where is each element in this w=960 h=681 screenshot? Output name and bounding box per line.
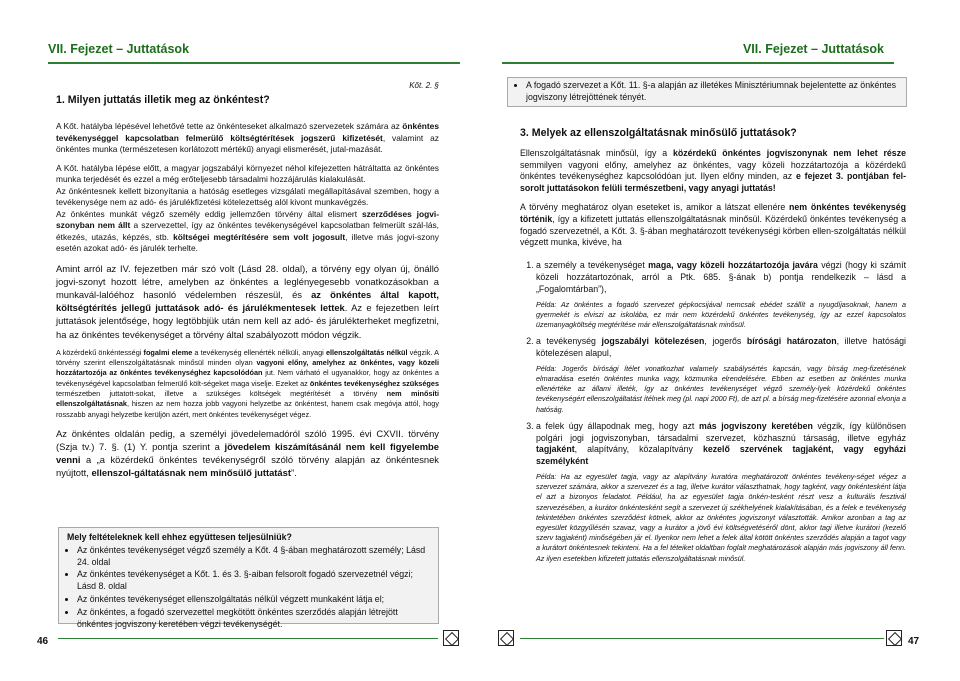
paragraph-burden: Az önkéntesnek kellett bizonyítania a hatóság esetleges vizsgálati megállapításával szemben, hogy a tevékenysége nem az adó- és járulékfizetési kötelezettség alól kivont munkavégzés. (56, 185, 439, 207)
conditions-title: Mely feltételeknek kell ehhez együttesen teljesülniük? (67, 532, 292, 542)
left-running-header: VII. Fejezet – Juttatások (48, 42, 190, 56)
exception-item: 1. a személy a tevékenységet maga, vagy közeli hozzátartozója javára végzi (hogy ki számít közeli hozzátartozónak, arról a Ptk. 685. §-ának b) pontja rendelkezik – lásd a „Fogalomtárban”), Példa: Az önkéntes a fogadó szervezet gépkocsijával nemcsak ebédet szállít a nyugdíjasoknak, hanem a gyermekét is elviszi az iskolába, ez már nem közérdekű önkéntes tevékenység, így az ezzel kapcsolatos üzemanyagköltség megtérítése már ellenszolgáltatásnak minősül. (536, 260, 906, 330)
paragraph-definition: Ellenszolgáltatásnak minősül, így a közérdekű önkéntes jogviszonynak nem lehet része semmilyen vagyoni előny, amelyhez az önkéntes, vagy közeli hozzátartozója a közérdekű önkéntes tevékenységhez kapcsolódóan jut. Ilyen előny minden, az e fejezet 3. pontjában fel-sorolt juttatásokon felüli természetbeni, vagy anyagi juttatás! (520, 147, 907, 194)
paragraph-consideration: A közérdekű önkéntességi fogalmi eleme a tevékenység ellenérték nélküli, anyagi ellenszolgáltatás nélkül végzik. A törvény szerint ellenszolgáltatásnak minősül minden olyan vagyoni előny, amelyhez az önkéntes, vagy közeli hozzátartozója az önkéntes tevékenységhez kapcsolódóan jut. Nem várható el ugyanakkor, hogy az önkéntes a tevékenységével kapcsolatban felmerülő költ-ségeket maga viselje. Ezeket az önkéntes tevékenységhez szükséges természetben juttatott-sokat, illetve a szükséges költségek megtérítését a törvény nem minősíti ellenszolgáltatásnak, hiszen az nem hozza jobb vagyoni helyzetbe az önkéntest, hanem csak megóvja attól, hogy rosszabb anyagi helyzetbe kerüljön azért, mert önkéntes tevékenységet végez. (56, 347, 439, 419)
condition-item: • A fogadó szervezet a Kőt. 11. §-a alapján az illetékes Minisztériumnak bejelentette az önkéntes jogviszony létrejöttének tényét. (526, 80, 898, 104)
reference-note: Kőt. 2. § (409, 81, 439, 90)
ornament-icon (498, 630, 514, 646)
ornament-icon (886, 630, 902, 646)
left-column (56, 80, 439, 487)
example-note: Példa: Az önkéntes a fogadó szervezet gépkocsijával nemcsak ebédet szállít a nyugdíjasoknak, hanem a gyermekét is elviszi az iskolába, ez már nem közérdekű önkéntes tevékenység, így az ezzel kapcsolatos üzemanyagköltség megtérítése már ellenszolgáltatásnak minősül. (536, 299, 906, 329)
question-1-heading: 1. Milyen juttatás illetik meg az önkéntest? (56, 93, 270, 106)
condition-item: • Az önkéntes tevékenységet végző személy a Kőt. 4 §-ában meghatározott személy; Lásd 24. oldal (77, 545, 430, 569)
left-header-rule (48, 62, 460, 64)
exception-item: 2. a tevékenység jogszabályi kötelezésen, jogerős bírósági határozaton, illetve hatósági kötelezésen alapul, Példa: Jogerős bírósági ítélet vonatkozhat valamely szabálysértés kapcsán, vagy bírság meg-fizetésének elmaradása esetén önkéntes munka vagy, közmunka elrendelésére. Ebben az esetben az önkéntes munka ellenértéke az állami illeték, így az önkéntes tevékenységet végző személy-lyek közérdekű önkéntes tevékenységért ellenszolgáltatást ítélnek meg (pl. napi 2000 Ft), de azt pl. a bírság meg-fizetésére azonnal elvonja a hatóság. (536, 336, 906, 415)
left-footer-rule (58, 638, 438, 639)
right-running-header: VII. Fejezet – Juttatások (742, 42, 884, 56)
top-condition-box (507, 77, 907, 107)
condition-item: • Az önkéntes tevékenységet ellenszolgáltatás nélkül végzett munkaként látja el; (77, 594, 430, 606)
paragraph-contract: Az önkéntes munkát végző személy eddig jellemzően törvény által elismert szerződéses jogvi-szonyban nem állt a szervezettel, így az önkéntes tevékenységével kapcsolatban felmerült szál-lás, étkezés, utazás, képzés, stb. költségei megtérítésére sem volt jogosult, illetve más jogvi-szony esetén azokat adó- és járulék terhelte. (56, 208, 439, 253)
right-footer-rule (520, 638, 884, 639)
conditions-box (58, 527, 439, 629)
example-note: Példa: Ha az egyesület tagja, vagy az alapítvány kuratóra meghatározott önkéntes tevékeny-séget végez a szervezet számára, akkor a szervezet és a tag, illetve kurátor választhatnak, hogy tagként, vagy önkéntesként látja el azt a bizonyos feladatot. Például, ha az egyesület tagja önkén-tesként részt vesz a kulturális fesztivál szervezésében, a kurátor önkéntesként segít a szervezet új székhelyének kialakításában, és a felek e tevékenység tekintetében önkéntes szerződést kötnek, akkor az önkéntes jogviszonyt választották. Amikor azonban a tag az egyesület közgyűlésén szavaz, vagy a kurátor a jövő évi költségvetéséről dönt, akkor tagi illetve kurátori (kezelő szerv tagjaként) minőségében jár el. Ilyenkor nem lehet a felek által kötött önkéntes szerződés alapján a tagot vagy a kurátort önkéntesnek tekinteni. Ha a fel téteiket oldaltban foglalt meghatározások alapján más jogviszony áll fenn. Az ilyen esetekben kifizetett juttatás ellenszolgáltatásnak minősül. (536, 471, 906, 563)
ornament-icon (443, 630, 459, 646)
right-column (520, 128, 906, 570)
paragraph-exceptions: A törvény meghatároz olyan eseteket is, amikor a látszat ellenére nem önkéntes tevékenység történik, így a kifizetett juttatás ellenszolgáltatásnak minősül. Közérdekű önkéntes tevékenység a fogadó szervezetnél, a Kőt. 3. §-ában meghatározott tevékenységi körben ellen-szolgáltatás nélkül végzett munka, kivéve, ha (520, 201, 907, 248)
exception-item: 3. a felek úgy állapodnak meg, hogy azt más jogviszony keretében végzik, így különösen polgári jogi jogviszonyban, társadalmi szervezet, közhasznú társaság, illetve egyház tagjaként, alapítvány, közalapítvány kezelő szervének tagjaként, vagy egyházi személyként Példa: Ha az egyesület tagja, vagy az alapítvány kuratóra meghatározott önkéntes tevékeny-séget végez a szervezet számára, akkor a szervezet és a tag, illetve kurátor választhatnak, hogy tagként, vagy önkéntesként látja el azt a bizonyos feladatot. Például, ha az egyesület tagja önkén-tesként részt vesz a kulturális fesztivál szervezésében, a kurátor önkéntesként segít a szervezet új székhelyének kialakításában, és a felek e tevékenység tekintetében önkéntes szerződést kötnek, akkor az önkéntes jogviszonyt választották. Amikor azonban a tag az egyesület közgyűlésén szavaz, vagy a kurátor a jövő évi költségvetéséről dönt, akkor tagi illetve kurátori (kezelő szerv tagjaként) minőségében jár el. Ilyenkor nem lehet a felek által kötött önkéntes szerződés alapján a tagot vagy a kurátort önkéntesnek tekinteni. Ha a fel téteiket oldaltban foglalt meghatározások alapján más jogviszony áll fenn. Az ilyen esetekben kifizetett juttatás ellenszolgáltatásnak minősül. (536, 421, 906, 564)
left-page-number: 46 (37, 636, 49, 647)
right-page-number: 47 (908, 636, 920, 647)
question-3-heading: 3. Melyek az ellenszolgáltatásnak minősülő juttatások? (520, 127, 797, 139)
right-header-rule (502, 62, 894, 64)
paragraph-intro: A Kőt. hatályba lépésével lehetővé tette az önkénteseket alkalmazó szervezetek számára az önkéntes tevékenységgel kapcsolatban felmerülő költségtérítések jogszerű kifizetését, valamint az önkéntes munka (természetesen korlátozott mértékű) anyagi elismerését, jutal-mazását. (56, 121, 439, 154)
paragraph-income-tax: Az önkéntes oldalán pedig, a személyi jövedelemadóról szóló 1995. évi CXVII. törvény (Szja tv.) 7. §. (1) Y. pontja szerint a jövedelem kiszámításánál nem kell figyelembe venni a „a közérdekű önkéntes tevékenységről szóló törvény alapján az önkéntesnek nyújtott, ellenszol-gáltatásnak nem minősülő juttatást”. (56, 427, 439, 479)
example-note: Példa: Jogerős bírósági ítélet vonatkozhat valamely szabálysértés kapcsán, vagy bírság meg-fizetésének elmaradása esetén önkéntes munka vagy, közmunka elrendelésére. Ebben az esetben az önkéntes munka ellenértéke az állami illeték, így az önkéntes tevékenységet végző személy-lyek közérdekű önkéntes tevékenységért ellenszolgáltatást ítélnek meg (pl. napi 2000 Ft), de azt pl. a bírság meg-fizetésére azonnal elvonja a hatóság. (536, 363, 906, 414)
condition-item: • Az önkéntes tevékenységet a Kőt. 1. és 3. §-aiban felsorolt fogadó szervezetnél végzi; Lásd 8. oldal (77, 569, 430, 593)
paragraph-before: A Kőt. hatályba lépése előtt, a magyar jogszabályi környezet néhol kifejezetten hátráltatta az önkéntes munka terjedését és ezzel a még erőteljesebb társadalmi hozzájárulás kialakulását. (56, 162, 439, 184)
exceptions-list (520, 260, 906, 564)
conditions-list (67, 545, 430, 631)
condition-item: • Az önkéntes, a fogadó szervezettel megkötött önkéntes szerződés alapján létrejött önkéntes jogviszony keretében végzi tevékenységét. (77, 607, 430, 631)
paragraph-new-relationship: Amint arról az IV. fejezetben már szó volt (Lásd 28. oldal), a törvény egy olyan új, önálló jogvi-szonyt hozott létre, amelyben az önkéntes a leglényegesebb vonatkozásokban a munkavál-lalóéhoz hasonló védelemben részesül, és az önkéntes által kapott, költségtérítés jellegű juttatások adó- és járulékmentesek lettek. Az e fejezetben leírt juttatások jelentősége, hogy legtöbbjük után nem kell az adó- és járulékterheket megfizetni, ha az önkéntes tevékenységet a törvény által szabályozott módon végzik. (56, 262, 439, 340)
